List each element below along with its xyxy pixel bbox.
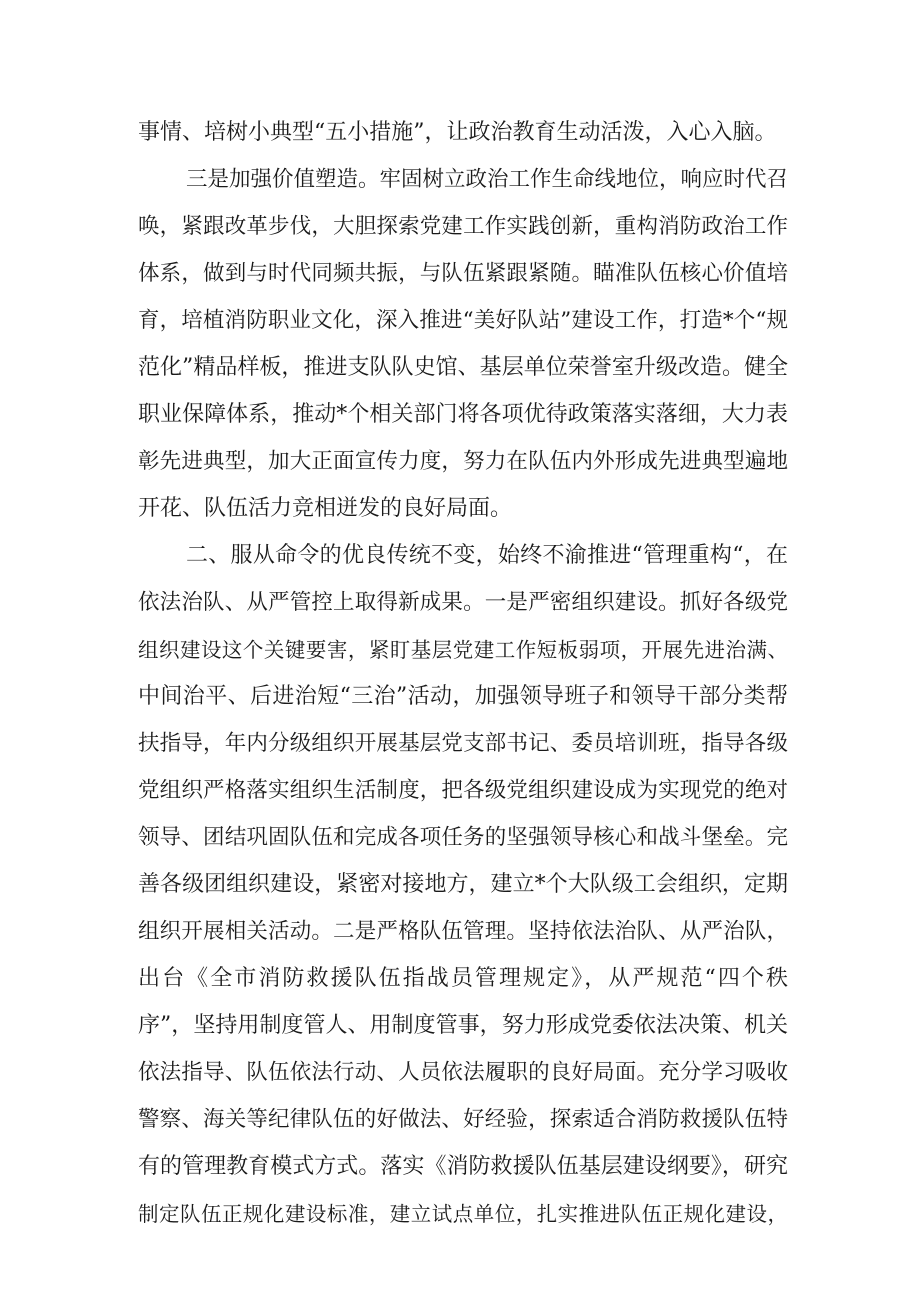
text-line-22: 警察、海关等纪律队伍的好做法、好经验，探索适合消防救援队伍特 <box>138 1107 788 1132</box>
paragraph-start-line: 三是加强价值塑造。牢固树立政治工作生命线地位，响应时代召 <box>186 167 789 192</box>
text-line-14: 扶指导，年内分级组织开展基层党支部书记、委员培训班，指导各级 <box>138 731 788 756</box>
text-line-15: 党组织严格落实组织生活制度，把各级党组织建设成为实现党的绝对 <box>138 778 788 803</box>
section-heading-line: 二、服从命令的优良传统不变，始终不渝推进“管理重构“，在 <box>186 543 788 568</box>
text-line-24: 制定队伍正规化建设标准，建立试点单位，扎实推进队伍正规化建设， <box>138 1202 788 1226</box>
text-line-9: 开花、队伍活力竞相迸发的良好局面。 <box>138 496 513 521</box>
text-line-23: 有的管理教育模式方式。落实《消防救援队伍基层建设纲要》，研究 <box>138 1154 788 1179</box>
text-line-11: 依法治队、从严管控上取得新成果。一是严密组织建设。抓好各级党 <box>138 590 788 615</box>
text-line-3: 唤，紧跟改革步伐，大胆探索党建工作实践创新，重构消防政治工作 <box>138 214 788 239</box>
text-line-21: 依法指导、队伍依法行动、人员依法履职的良好局面。充分学习吸收 <box>138 1060 788 1085</box>
text-line-16: 领导、团结巩固队伍和完成各项任务的坚强领导核心和战斗堡垒。完 <box>138 825 788 850</box>
text-line-12: 组织建设这个关键要害，紧盯基层党建工作短板弱项，开展先进治满、 <box>138 638 788 662</box>
text-line-6: 范化”精品样板，推进支队队史馆、基层单位荣誉室升级改造。健全 <box>138 355 788 380</box>
text-line-18: 组织开展相关活动。二是严格队伍管理。坚持依法治队、从严治队， <box>138 919 788 944</box>
text-line-7: 职业保障体系，推动*个相关部门将各项优待政策落实落细，大力表 <box>138 402 788 427</box>
text-line-13: 中间治平、后进治短“三治”活动，加强领导班子和领导干部分类帮 <box>138 684 788 709</box>
text-line-1: 事情、培树小典型“五小措施”，让政治教育生动活泼，入心入脑。 <box>138 120 777 145</box>
text-line-20: 序”，坚持用制度管人、用制度管事，努力形成党委依法决策、机关 <box>138 1013 788 1038</box>
text-line-8: 彰先进典型，加大正面宣传力度，努力在队伍内外形成先进典型遍地 <box>138 449 788 474</box>
text-line-5: 育，培植消防职业文化，深入推进“美好队站”建设工作，打造*个“规 <box>138 308 788 333</box>
text-line-4: 体系，做到与时代同频共振，与队伍紧跟紧随。瞄准队伍核心价值培 <box>138 261 788 286</box>
text-line-17: 善各级团组织建设，紧密对接地方，建立*个大队级工会组织，定期 <box>138 872 788 897</box>
text-line-19: 出台《全市消防救援队伍指战员管理规定》，从严规范“四个秩 <box>138 966 788 991</box>
